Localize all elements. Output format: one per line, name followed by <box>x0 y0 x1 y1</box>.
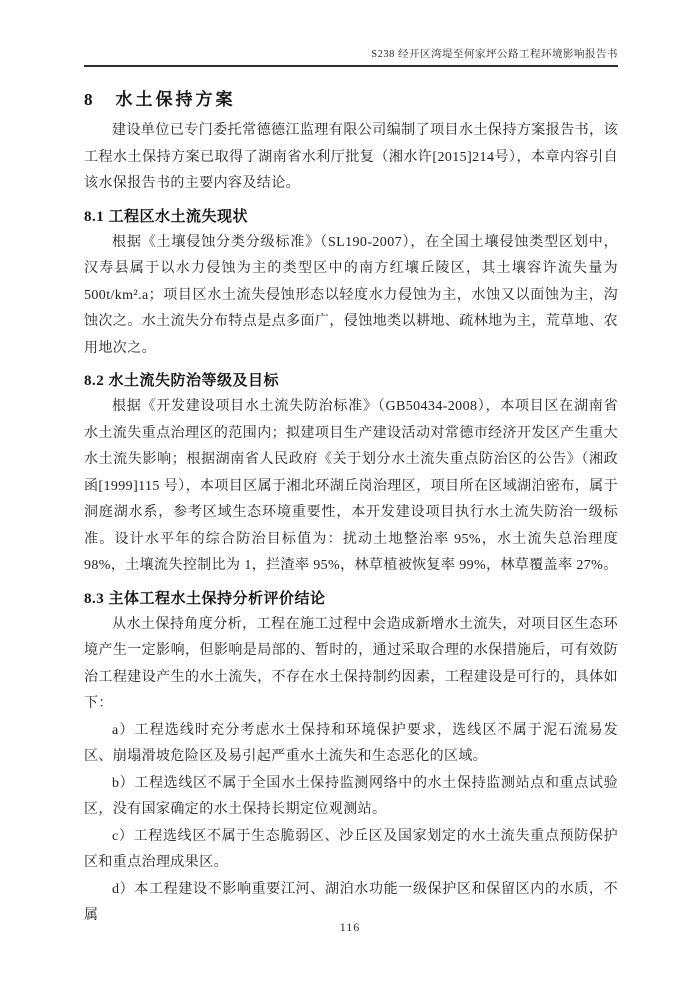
section-heading-8-3: 8.3 主体工程水土保持分析评价结论 <box>84 590 326 607</box>
section-heading-8-1: 8.1 工程区水土流失现状 <box>84 208 249 225</box>
running-header-title: S238 经开区湾堤至何家坪公路工程环境影响报告书 <box>371 49 618 60</box>
section-8-3-item-b: b）工程选线区不属于全国水土保持监测网络中的水土保持监测站点和重点试验区，没有国家确定的水土保持长期定位观测站。 <box>84 775 618 817</box>
section-8-3-item-a: a）工程选线时充分考虑水土保持和环境保护要求，选线区不属于泥石流易发区、崩塌滑坡危险区及易引起严重水土流失和生态恶化的区域。 <box>84 722 618 764</box>
header-divider <box>84 65 618 67</box>
section-8-1-paragraph: 根据《土壤侵蚀分类分级标准》（SL190-2007），在全国土壤侵蚀类型区划中，汉寿县属于以水力侵蚀为主的类型区中的南方红壤丘陵区，其土壤容许流失量为500t/km².a；项目区水土流失侵蚀形态以轻度水力侵蚀为主，水蚀又以面蚀为主，沟蚀次之。水土流失分布特点是点多面广，侵蚀地类以耕地、疏林地为主，荒草地、农用地次之。 <box>84 234 618 356</box>
section-8-3-item-d: d）本工程建设不影响重要江河、湖泊水功能一级保护区和保留区内的水质，不属 <box>84 881 618 923</box>
section-8-3-item-c: c）工程选线区不属于生态脆弱区、沙丘区及国家划定的水土流失重点预防保护区和重点治理成果区。 <box>84 828 618 870</box>
intro-paragraph: 建设单位已专门委托常德德江监理有限公司编制了项目水土保持方案报告书，该工程水土保持方案已取得了湖南省水利厅批复（湘水许[2015]214号），本章内容引自该水保报告书的主要内容及结论。 <box>84 123 618 191</box>
chapter-heading: 8 水土保持方案 <box>84 90 236 109</box>
section-8-3-paragraph: 从水土保持角度分析，工程在施工过程中会造成新增水土流失，对项目区生态环境产生一定影响，但影响是局部的、暂时的，通过采取合理的水保措施后，可有效防治工程建设产生的水土流失，不存在水土保持制约因素，工程建设是可行的，具体如下： <box>84 616 618 711</box>
section-8-2-paragraph: 根据《开发建设项目水土流失防治标准》（GB50434-2008），本项目区在湖南省水土流失重点治理区的范围内；拟建项目生产建设活动对常德市经济开发区产生重大水土流失影响；根据湖南省人民政府《关于划分水土流失重点防治区的公告》（湘政函[1999]115 号），本项目区属于湘北环湖丘岗治理区，项目所在区域湖泊密布，属于洞庭湖水系，参考区域生态环境重要性，本开发建设项目执行水土流失防治一级标准。设计水平年的综合防治目标值为：扰动土地整治率 95%，水土流失总治理度98%，土壤流失控制比为 1，拦渣率 95%，林草植被恢复率 99%，林草覆盖率 27%。 <box>84 399 618 573</box>
page-number: 116 <box>339 920 361 934</box>
section-heading-8-2: 8.2 水土流失防治等级及目标 <box>84 373 280 389</box>
running-header <box>84 0 618 61</box>
